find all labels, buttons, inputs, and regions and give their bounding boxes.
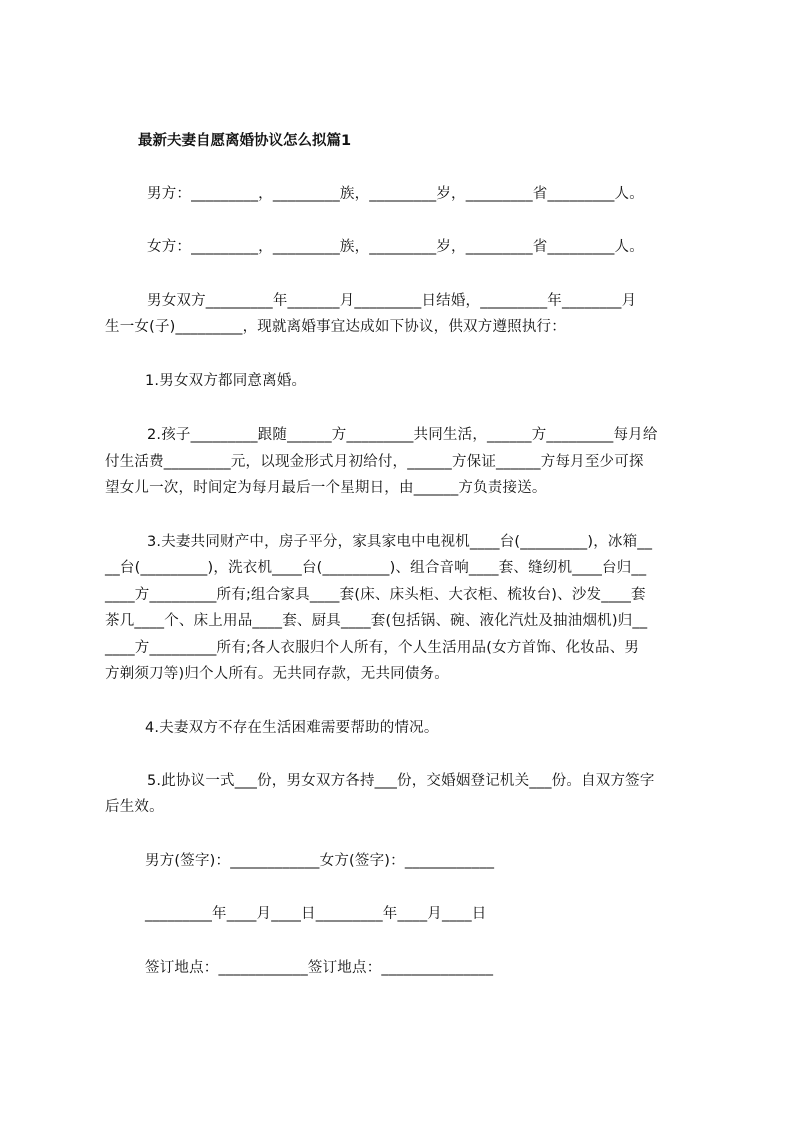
clause-3-line-3: ____方_________所有;组合家具____套(床、床头柜、大衣柜、梳妆台)、沙发____套	[105, 587, 646, 603]
clause-5-line-1: 5.此协议一式___份，男女双方各持___份，交婚姻登记机关___份。自双方签字	[147, 773, 655, 789]
date-line: _________年____月____日_________年____月____日	[145, 906, 487, 922]
clause-3-line-1: 3.夫妻共同财产中，房子平分，家具家电中电视机____台(_________)，冰箱__	[147, 534, 653, 550]
clause-4: 4.夫妻双方不存在生活困难需要帮助的情况。	[145, 720, 439, 736]
clause-2-line-3: 望女儿一次，时间定为每月最后一个星期日，由______方负责接送。	[105, 480, 547, 496]
male-party-line: 男方：_________，_________族，_________岁，_________省_________人。	[147, 186, 644, 202]
document-title: 最新夫妻自愿离婚协议怎么拟篇1	[138, 133, 352, 149]
clause-3-line-5: ____方_________所有;各人衣服归个人所有，个人生活用品(女方首饰、化妆品、男	[105, 640, 640, 656]
marriage-info-line-1: 男女双方_________年_______月_________日结婚，_________年________月	[147, 293, 637, 309]
signature-line: 男方(签字)：____________女方(签字)：____________	[145, 853, 495, 869]
clause-5-line-2: 后生效。	[105, 799, 164, 815]
clause-3-line-2: __台(_________)，洗衣机____台(_________)、组合音响____套、缝纫机____台归__	[105, 560, 647, 576]
clause-1: 1.男女双方都同意离婚。	[145, 373, 307, 389]
clause-3-line-4: 茶几____个、床上用品____套、厨具____套(包括锅、碗、液化汽灶及抽油烟机)归__	[105, 613, 648, 629]
clause-2-line-1: 2.孩子_________跟随______方_________共同生活，______方_________每月给	[147, 427, 658, 443]
clause-2-line-2: 付生活费_________元，以现金形式月初给付，______方保证______方每月至少可探	[105, 454, 644, 470]
female-party-line: 女方：_________，_________族，_________岁，_________省_________人。	[147, 239, 644, 255]
marriage-info-line-2: 生一女(子)_________，现就离婚事宜达成如下协议，供双方遵照执行：	[105, 319, 566, 335]
clause-3-line-6: 方剃须刀等)归个人所有。无共同存款，无共同债务。	[105, 666, 449, 682]
signing-place-line: 签订地点：____________签订地点：_______________	[145, 960, 494, 976]
